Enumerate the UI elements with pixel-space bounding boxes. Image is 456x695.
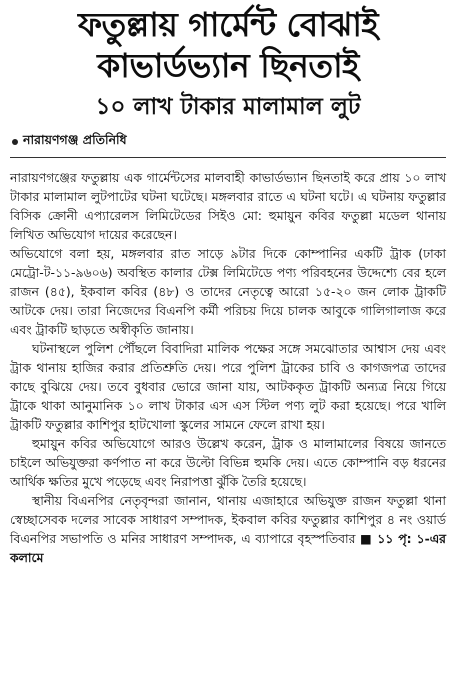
byline-text: নারায়ণগঞ্জ প্রতিনিধি bbox=[23, 132, 127, 147]
paragraph-3: ঘটনাস্থলে পুলিশ পৌঁছলে বিবাদিরা মালিক পক্ষের সঙ্গে সমঝোতার আশ্বাস দেয় এবং ট্রাক থানায় হাজির করার প্রতিশ্রুতি দেয়। পরে পুলিশ ট্রাকের চাবি ও কাগজপত্র তাদের কাছে বুঝিয়ে দেয়। তবে বুধবার ভোরে জানা যায়, আটককৃত ট্রাকটি অন্যত্র নিয়ে গিয়ে ট্রাকে থাকা আনুমানিক ১০ লাখ টাকার এস এস স্টিল পণ্য লুট করা হয়েছে। পরে খালি ট্রাকটি ফতুল্লার কাশিপুর হাটখোলা স্কুলের সামনে ফেলে রাখা হয়। bbox=[10, 341, 446, 432]
article-body bbox=[10, 168, 446, 567]
paragraph-5 bbox=[10, 491, 446, 567]
paragraph-1: নারায়ণগঞ্জের ফতুল্লায় এক গার্মেন্টসের মালবাহী কাভার্ডভ্যান ছিনতাই করে প্রায় ১০ লাখ টাকার মালামাল লুটপাটের ঘটনা ঘটেছে। মঙ্গলবার রাতে এ ঘটনা ঘটে। এ ঘটনায় ফতুল্লার বিসিক ক্রোনী এপ্যারেলস লিমিটেডের সিইও মো: হুমায়ুন কবির ফতুল্লা মডেল থানায় লিখিত অভিযোগ দায়ের করেছেন। bbox=[10, 170, 446, 242]
paragraph-4: হুমায়ুন কবির অভিযোগে আরও উল্লেখ করেন, ট্রাক ও মালামালের বিষয়ে জানতে চাইলে অভিযুক্তরা কর্ণপাত না করে উল্টো বিভিন্ন হুমকি দেয়। এতে কোম্পানি বড় ধরনের আর্থিক ক্ষতির মুখে পড়েছে এবং নিরাপত্তা ঝুঁকি তৈরি হয়েছে। bbox=[10, 436, 446, 489]
headline bbox=[10, 4, 446, 86]
byline-bullet-icon bbox=[12, 139, 18, 145]
subheadline: ১০ লাখ টাকার মালামাল লুট bbox=[95, 94, 361, 120]
paragraph-5-text: স্থানীয় বিএনপির নেতৃবৃন্দরা জানান, থানায় এজাহারে অভিযুক্ত রাজন ফতুল্লা থানা স্বেচ্ছাসেবক দলের সাবেক সাধারণ সম্পাদক, ইকবাল কবির ফতুল্লার কাশিপুর ৪ নং ওয়ার্ড বিএনপির সভাপতি ও মনির সাধারণ সম্পাদক, এ ব্যাপারে বৃহস্পতিবার bbox=[10, 493, 446, 546]
paragraph-2: অভিযোগে বলা হয়, মঙ্গলবার রাত সাড়ে ৯টার দিকে কোম্পানির একটি ট্রাক (ঢাকা মেট্রো-ট-১১-৯৬০৬) অবস্থিত কালার টেক্স লিমিটেডে পণ্য পরিবহনের উদ্দেশ্যে বের হলে রাজন (৪৫), ইকবাল কবির (৪৮) ও তাদের নেতৃত্বে আরো ১৫-২০ জন লোক ট্রাকটি আটকে দেয়। তারা নিজেদের বিএনপি কর্মী পরিচয় দিয়ে চালক আবুকে গালিগালাজ করে এবং ট্রাকটি ছাড়তে অস্বীকৃতি জানায়। bbox=[10, 246, 446, 337]
headline-line-2: কাভার্ডভ্যান ছিনতাই bbox=[97, 46, 359, 85]
headline-line-1: ফতুল্লায় গার্মেন্ট বোঝাই bbox=[77, 5, 379, 44]
byline bbox=[10, 132, 446, 152]
divider bbox=[10, 157, 446, 158]
continued-on-page-label: ■ ১১ পৃ: ১-এর কলামে bbox=[10, 531, 446, 565]
